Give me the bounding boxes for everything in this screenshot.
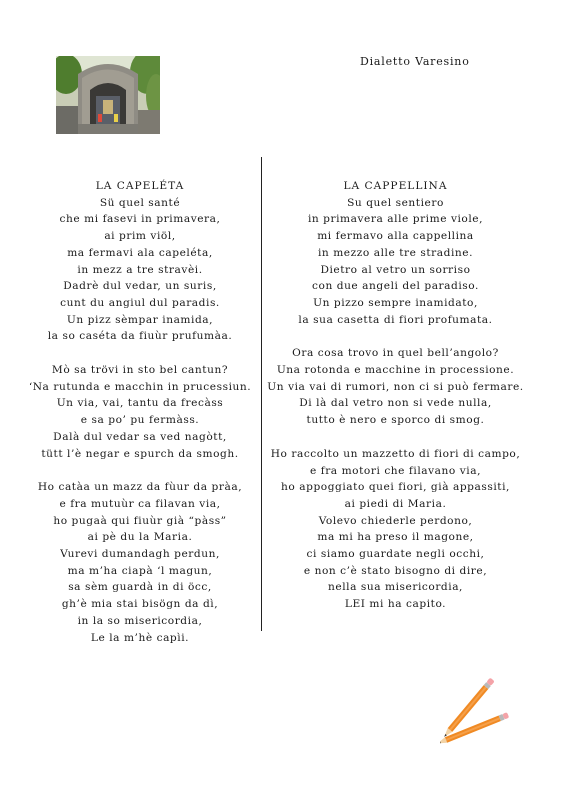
poem-line: ai piedi di Maria. [344, 497, 447, 510]
poem-line: Le la m’hè capìi. [90, 631, 190, 644]
poem-line: Sü quel santé [99, 196, 181, 209]
stanza [263, 446, 528, 613]
poem-line: che mi fasevi in primavera, [59, 213, 221, 226]
poem-line: Ho catàa un mazz da fùur da pràa, [37, 481, 243, 494]
dialect-label: Dialetto Varesino [360, 55, 470, 68]
pencils-icon [440, 674, 516, 746]
poem-line: ai pè du la Maria. [87, 531, 193, 544]
poem-line: e fra motori che filavano via, [309, 464, 481, 477]
poem-line: in mezzo alle tre stradine. [317, 246, 474, 259]
poem-line: Un via, vai, tantu da frecàss [56, 397, 224, 410]
poem-line: Una rotonda e macchine in processione. [276, 364, 515, 377]
poem-line: Dietro al vetro un sorriso [320, 263, 471, 276]
poem-line: e non c’è stato bisogno di dire, [303, 564, 488, 577]
poem-line: e sa po’ pu fermàss. [80, 414, 200, 427]
poem-line: Un pizzo sempre inamidato, [313, 296, 478, 309]
poem-line: Un pizz sèmpar inamida, [66, 313, 214, 326]
poem-line: in mezz a tre stravèi. [77, 263, 203, 276]
poem-line: la so caséta da fiuùr prufumàa. [47, 330, 233, 343]
poem-line: gh’è mia stai bisögn da dì, [61, 598, 219, 611]
poem-line: Dadrè dul vedar, un suris, [63, 280, 217, 293]
poem-line: cunt du angiul dul paradis. [60, 296, 220, 309]
poem-line: sa sèm guardà in di öcc, [68, 581, 212, 594]
poem-line: ai prim viöl, [104, 230, 176, 243]
chapel-photo-image [56, 56, 160, 134]
poem-line: Volevo chiederle perdono, [318, 514, 473, 527]
stanza [20, 479, 260, 646]
poem-line: Un via vai di rumori, non ci si può fermare. [267, 380, 524, 393]
poem-italian [263, 178, 528, 630]
poem-line: tutto è nero e sporco di smog. [306, 414, 485, 427]
column-divider [261, 157, 262, 631]
poem-title: LA CAPPELLINA [343, 180, 448, 192]
poem-line: Vurevi dumandagh perdun, [60, 548, 220, 561]
poem-line: la sua casetta di fiori profumata. [298, 313, 493, 326]
poem-line: in primavera alle prime viole, [307, 213, 484, 226]
poem-line: Ho raccolto un mazzetto di fiori di campo, [270, 447, 521, 460]
poem-line: mi fermavo alla cappellina [317, 230, 474, 243]
poem-line: e fra mutuùr ca filavan via, [59, 497, 221, 510]
chapel-photo [56, 56, 160, 134]
poem-line: ho appoggiato quei fiori, già appassiti, [281, 481, 510, 494]
poem-title: LA CAPELÉTA [95, 180, 185, 192]
poem-line: Dalà dul vedar sa ved nagòtt, [53, 430, 227, 443]
poem-dialect [20, 178, 260, 663]
poem-line: ‘Na rutunda e macchin in prucessiun. [28, 380, 252, 393]
poem-line: Ora cosa trovo in quel bell’angolo? [292, 347, 499, 360]
stanza [263, 345, 528, 429]
poem-line: tütt l’è negar e spurch da smogh. [41, 447, 239, 460]
poem-line: ma m’ha ciapà ‘l magun, [67, 564, 213, 577]
poem-line: LEI mi ha capito. [344, 598, 447, 611]
poem-line: in la so misericordia, [77, 614, 203, 627]
poem-line: ma mi ha preso il magone, [317, 531, 474, 544]
poem-line: con due angeli del paradiso. [312, 280, 479, 293]
stanza [20, 195, 260, 345]
poem-line: ma fermavi ala capeléta, [67, 246, 213, 259]
poem-line: nella sua misericordia, [328, 581, 463, 594]
stanza [20, 362, 260, 462]
poem-line: Mò sa trövi in sto bel cantun? [51, 364, 229, 377]
poem-line: Di là dal vetro non si vede nulla, [299, 397, 492, 410]
stanza [263, 195, 528, 329]
poem-line: ci siamo guardate negli occhi, [306, 548, 485, 561]
poem-line: Su quel sentiero [347, 196, 444, 209]
poem-line: ho pugaà qui fiuùr già “pàss” [53, 514, 227, 527]
